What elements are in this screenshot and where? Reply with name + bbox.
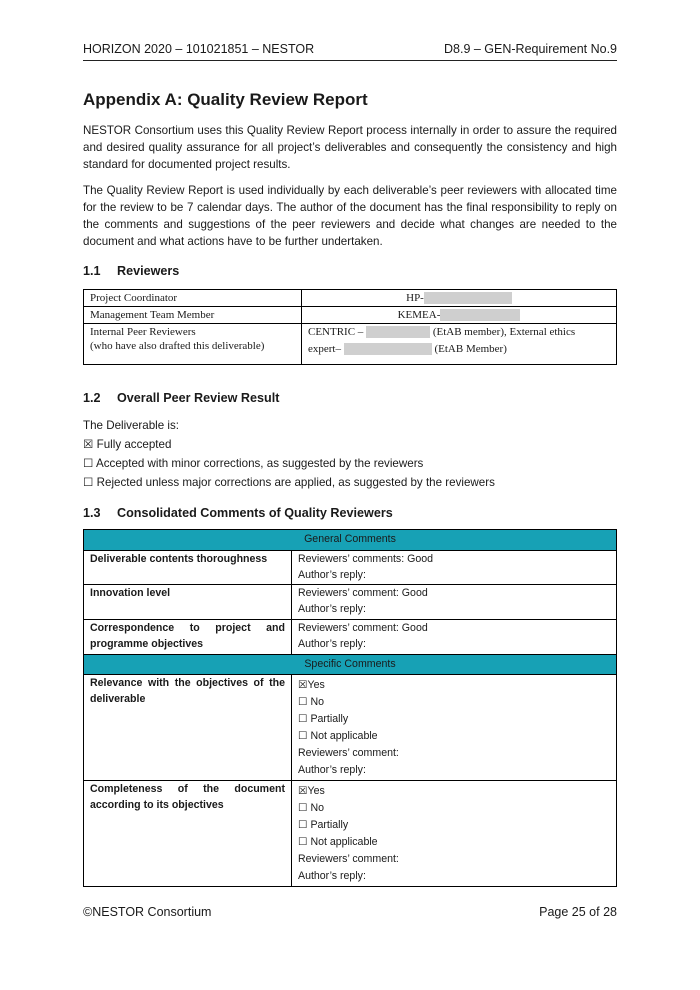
option-fully-accepted (83, 435, 617, 454)
criterion-label (84, 619, 292, 654)
option-rejected (83, 473, 617, 492)
criterion-label (84, 675, 292, 781)
section-number: 1.2 (83, 391, 101, 405)
empty-box-icon: ☐ (83, 457, 94, 470)
table-row (84, 307, 617, 324)
table-cell (302, 307, 617, 324)
table-cell (292, 550, 617, 585)
author-reply: Author’s reply: (298, 764, 366, 777)
reviewer-org: KEMEA- (397, 309, 441, 321)
option-label: Rejected unless major corrections are applied, as suggested by the reviewers (96, 476, 495, 489)
section-heading-result (83, 391, 617, 405)
reviewer-comment: Reviewers’ comments: Good (298, 552, 434, 565)
table-cell (84, 324, 302, 365)
table-band (84, 530, 617, 551)
table-cell (292, 619, 617, 654)
table-row (84, 781, 617, 887)
reviewer-note: (EtAB Member) (434, 343, 507, 355)
table-row (84, 585, 617, 620)
page-title: Appendix A: Quality Review Report (83, 90, 368, 109)
table-cell (302, 324, 617, 365)
table-cell (292, 585, 617, 620)
page-footer (83, 905, 617, 919)
checked-box-icon: ☒ (83, 438, 94, 451)
table-band (84, 654, 617, 675)
table-cell (302, 290, 617, 307)
table-cell: Project Coordinator (84, 290, 302, 307)
option-label: Fully accepted (96, 438, 172, 451)
table-cell: Management Team Member (84, 307, 302, 324)
footer-copyright: ©NESTOR Consortium (83, 905, 212, 919)
author-reply: Author’s reply: (298, 568, 366, 581)
option-not-applicable: ☐ Not applicable (298, 730, 378, 743)
option-no: ☐ No (298, 696, 324, 709)
header-project: HORIZON 2020 – 101021851 – NESTOR (83, 42, 315, 56)
option-not-applicable: ☐ Not applicable (298, 836, 378, 849)
reviewer-org: expert– (308, 343, 341, 355)
table-cell (292, 675, 617, 781)
comments-table (83, 529, 617, 887)
table-row (84, 324, 617, 365)
section-title: Consolidated Comments of Quality Reviewers (117, 506, 393, 520)
author-reply: Author’s reply: (298, 870, 366, 883)
table-row (84, 290, 617, 307)
page-header (83, 42, 617, 61)
table-row (84, 619, 617, 654)
reviewer-comment: Reviewers’ comment: (298, 747, 399, 760)
table-row (84, 675, 617, 781)
section-number: 1.1 (83, 264, 101, 278)
cell-line: (who have also drafted this deliverable) (90, 340, 265, 352)
cell-line: Internal Peer Reviewers (90, 326, 196, 338)
option-label: Accepted with minor corrections, as suggested by the reviewers (96, 457, 424, 470)
author-reply: Author’s reply: (298, 637, 366, 650)
reviewer-comment: Reviewers’ comment: Good (298, 621, 428, 634)
option-partially: ☐ Partially (298, 819, 349, 832)
empty-box-icon: ☐ (83, 476, 94, 489)
reviewer-comment: Reviewers’ comment: (298, 853, 399, 866)
intro-paragraph: NESTOR Consortium uses this Quality Review Report process internally in order to assure the required and desired quality assurance for all project’s deliverables and consequently the consistency and high standard for documented project results. (83, 124, 617, 171)
option-partially: ☐ Partially (298, 713, 349, 726)
label-line: programme objectives (90, 637, 204, 650)
table-cell (292, 781, 617, 887)
table-row (84, 550, 617, 585)
redacted-name (440, 309, 520, 321)
general-comments-header: General Comments (84, 530, 617, 551)
page-content (83, 90, 617, 887)
label-line: Completeness of the document (90, 783, 285, 796)
author-reply: Author’s reply: (298, 603, 366, 616)
review-paragraph: The Quality Review Report is used individually by each deliverable’s peer reviewers with allocated time for the review to be 7 calendar days. The author of the document has the final responsibility to reply on the comments and suggestions of the peer reviewers and decide what changes are needed to the document and what actions have to be further undertaken. (83, 184, 617, 248)
criterion-label: Innovation level (84, 585, 292, 620)
option-yes-checked: ☒Yes (298, 679, 325, 692)
section-heading-comments (83, 506, 617, 520)
redacted-name (424, 292, 512, 304)
option-no: ☐ No (298, 802, 324, 815)
section-number: 1.3 (83, 506, 101, 520)
label-line: Correspondence to project and (90, 621, 285, 634)
reviewer-org: CENTRIC – (308, 326, 364, 338)
reviewer-comment: Reviewers’ comment: Good (298, 587, 428, 600)
reviewers-table (83, 289, 617, 365)
label-line: Relevance with the objectives of the (90, 677, 285, 690)
label-line: according to its objectives (90, 799, 224, 812)
reviewer-note: (EtAB member), External ethics (432, 326, 576, 338)
deliverable-intro: The Deliverable is: (83, 419, 180, 432)
label-line: deliverable (90, 693, 146, 706)
criterion-label: Deliverable contents thoroughness (84, 550, 292, 585)
cell-line (308, 325, 610, 339)
section-heading-reviewers (83, 264, 617, 278)
redacted-name (366, 326, 430, 338)
redacted-name (344, 343, 432, 355)
specific-comments-header: Specific Comments (84, 654, 617, 675)
option-minor-corrections (83, 454, 617, 473)
header-deliverable: D8.9 – GEN-Requirement No.9 (444, 42, 617, 56)
footer-page-number: Page 25 of 28 (539, 905, 617, 919)
criterion-label (84, 781, 292, 887)
option-yes-checked: ☒Yes (298, 785, 325, 798)
cell-line (308, 342, 610, 356)
section-title: Reviewers (117, 264, 180, 278)
reviewer-org: HP- (406, 292, 424, 304)
section-title: Overall Peer Review Result (117, 391, 280, 405)
